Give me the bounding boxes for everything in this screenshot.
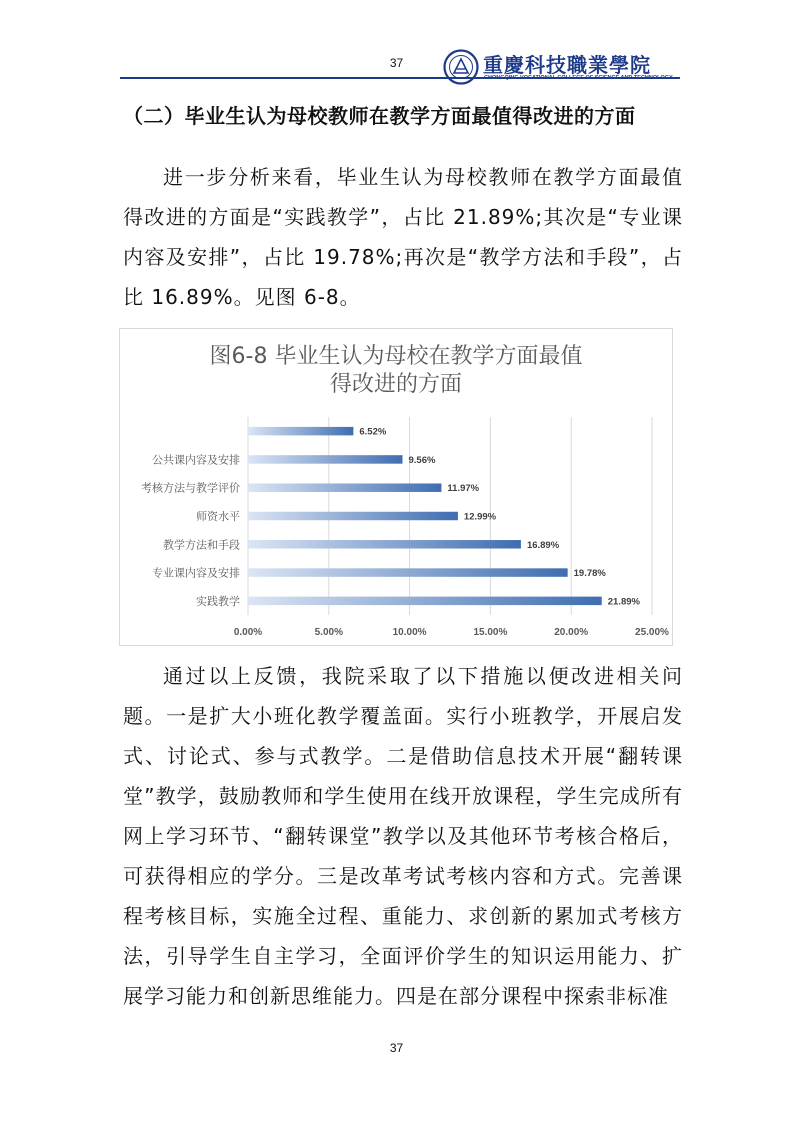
bar-value-label: 12.99% bbox=[463, 511, 497, 523]
chart-title-line-2: 得改进的方面 bbox=[329, 372, 463, 397]
bar bbox=[248, 455, 402, 463]
x-tick-label: 25.00% bbox=[635, 627, 669, 638]
chart-bars bbox=[248, 427, 602, 605]
chart-title-line-1: 图6-8 毕业生认为母校在教学方面最值 bbox=[209, 344, 583, 369]
category-label: 专业课内容及安排 bbox=[152, 566, 240, 580]
bar-value-label: 19.78% bbox=[573, 568, 606, 580]
category-label: 考核方法与教学评价 bbox=[141, 481, 240, 495]
x-tick-label: 10.00% bbox=[392, 627, 427, 638]
bar bbox=[248, 540, 521, 548]
category-label: 实践教学 bbox=[196, 594, 240, 608]
school-name-cn: 重慶科技職業學院 bbox=[483, 53, 651, 77]
category-label: 师资水平 bbox=[196, 510, 240, 523]
paragraph-1: 进一步分析来看，毕业生认为母校教师在教学方面最值得改进的方面是“实践教学”，占比 21.89%;其次是“专业课内容及安排”，占比 19.78%;再次是“教学方法和手段”，占比 16.89%。见图 6-8。 bbox=[123, 165, 683, 309]
school-name-en: CHONGQING VOCATIONAL COLLEGE OF SCIENCE AND TECHNOLOGY bbox=[484, 75, 673, 81]
x-tick-label: 15.00% bbox=[473, 627, 508, 638]
chart-labels bbox=[141, 427, 669, 638]
bar bbox=[248, 427, 353, 435]
school-logo bbox=[443, 49, 683, 89]
school-seal-icon bbox=[443, 49, 479, 85]
figure-6-8-chart bbox=[119, 328, 673, 646]
paragraph-2: 通过以上反馈，我院采取了以下措施以便改进相关问题。一是扩大小班化教学覆盖面。实行小班教学，开展启发式、讨论式、参与式教学。二是借助信息技术开展“翻转课堂”教学，鼓励教师和学生使用在线开放课程，学生完成所有网上学习环节、“翻转课堂”教学以及其他环节考核合格后，可获得相应的学分。三是改革考试考核内容和方式。完善课程考核目标，实施全过程、重能力、求创新的累加式考核方法，引导学生自主学习，全面评价学生的知识运用能力、扩展学习能力和创新思维能力。四是在部分课程中探索非标准 bbox=[123, 664, 683, 1008]
bar bbox=[248, 597, 602, 605]
category-label: 公共课内容及安排 bbox=[152, 453, 240, 467]
footer-page-number: 37 bbox=[389, 1041, 404, 1055]
bar-chart-svg bbox=[120, 329, 672, 645]
section-heading: （二）毕业生认为母校教师在教学方面最值得改进的方面 bbox=[123, 104, 636, 128]
bar-value-label: 9.56% bbox=[408, 454, 436, 466]
bar bbox=[248, 568, 568, 576]
header-page-number: 37 bbox=[389, 56, 404, 70]
x-tick-label: 0.00% bbox=[233, 627, 263, 638]
bar-value-label: 11.97% bbox=[447, 483, 480, 495]
category-label: 教学方法和手段 bbox=[163, 538, 240, 552]
bar-value-label: 6.52% bbox=[359, 426, 387, 438]
bar-value-label: 21.89% bbox=[607, 596, 640, 608]
x-tick-label: 20.00% bbox=[554, 627, 589, 638]
bar bbox=[248, 512, 458, 520]
bar-value-label: 16.89% bbox=[526, 539, 560, 551]
header-rule bbox=[120, 77, 680, 79]
bar bbox=[248, 483, 441, 491]
x-tick-label: 5.00% bbox=[314, 627, 343, 638]
